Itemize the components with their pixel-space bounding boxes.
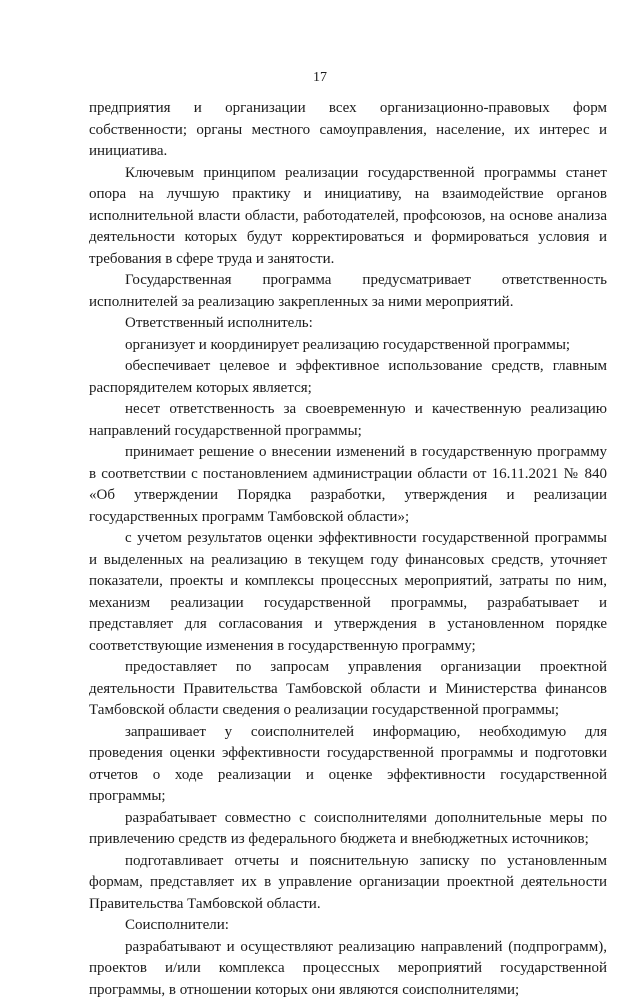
paragraph: Государственная программа предусматривает ответственность исполнителей за реализацию закрепленных за ними мероприятий.	[89, 270, 607, 313]
paragraph: обеспечивает целевое и эффективное использование средств, главным распорядителем которых является;	[89, 356, 607, 399]
paragraph: принимает решение о внесении изменений в государственную программу в соответствии с постановлением администрации области от 16.11.2021 № 840 «Об утверждении Порядка разработки, утверждения и реализации государственных программ Тамбовской области»;	[89, 442, 607, 528]
paragraph: подготавливает отчеты и пояснительную записку по установленным формам, представляет их в управление организации проектной деятельности Правительства Тамбовской области.	[89, 851, 607, 916]
paragraph: запрашивает у соисполнителей информацию, необходимую для проведения оценки эффективности государственной программы и подготовки отчетов о ходе реализации и оценке эффективности государственной программы;	[89, 722, 607, 808]
paragraph: с учетом результатов оценки эффективности государственной программы и выделенных на реализацию в текущем году финансовых средств, уточняет показатели, проекты и комплексы процессных мероприятий, затраты по ним, механизм реализации государственной программы, разрабатывает и представляет для согласования и утверждения в установленном порядке соответствующие изменения в государственную программу;	[89, 528, 607, 657]
paragraph: Ответственный исполнитель:	[89, 313, 607, 335]
paragraph: Соисполнители:	[89, 915, 607, 937]
paragraph: несет ответственность за своевременную и качественную реализацию направлений государственной программы;	[89, 399, 607, 442]
paragraph: организует и координирует реализацию государственной программы;	[89, 335, 607, 357]
document-body	[89, 98, 607, 1001]
paragraph: предприятия и организации всех организационно-правовых форм собственности; органы местного самоуправления, население, их интерес и инициатива.	[89, 98, 607, 163]
paragraph: разрабатывает совместно с соисполнителями дополнительные меры по привлечению средств из федерального бюджета и внебюджетных источников;	[89, 808, 607, 851]
paragraph: предоставляет по запросам управления организации проектной деятельности Правительства Тамбовской области и Министерства финансов Тамбовской области сведения о реализации государственной программы;	[89, 657, 607, 722]
paragraph: Ключевым принципом реализации государственной программы станет опора на лучшую практику и инициативу, на взаимодействие органов исполнительной власти области, работодателей, профсоюзов, на основе анализа деятельности которых будут корректироваться и формироваться условия и требования в сфере труда и занятости.	[89, 163, 607, 271]
page-number: 17	[0, 70, 640, 86]
paragraph: разрабатывают и осуществляют реализацию направлений (подпрограмм), проектов и/или комплекса процессных мероприятий государственной программы, в отношении которых они являются соисполнителями;	[89, 937, 607, 1001]
